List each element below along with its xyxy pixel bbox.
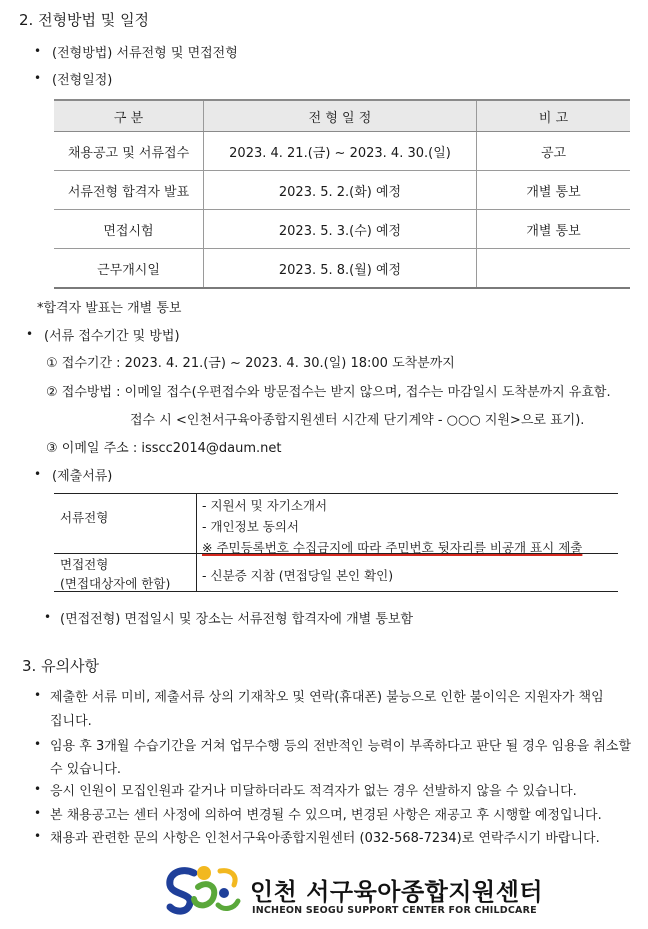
bullet: • — [34, 44, 42, 58]
table-row — [54, 171, 630, 210]
section-2-title: 2. 전형방법 및 일정 — [19, 11, 150, 29]
notice-item-3: 응시 인원이 모집인원과 같거나 미달하더라도 적격자가 없는 경우 선발하지 않을 수 있습니다. — [50, 784, 577, 799]
cell-remark: 개별 통보 — [477, 171, 631, 210]
cell-remark: 개별 통보 — [477, 210, 631, 249]
docs-row1-item: - 지원서 및 자기소개서 — [202, 498, 328, 513]
bullet: • — [34, 806, 42, 820]
cell-schedule: 2023. 5. 8.(월) 예정 — [204, 249, 477, 289]
center-logo-icon — [164, 863, 248, 919]
docs-row1-notice: ※ 주민등록번호 수집금지에 따라 주민번호 뒷자리를 비공개 표시 제출 — [202, 540, 583, 555]
center-name-english: INCHEON SEOGU SUPPORT CENTER FOR CHILDCARE — [252, 905, 537, 916]
notice-item-2: 임용 후 3개월 수습기간을 거쳐 업무수행 등의 전반적인 능력이 부족하다고 판단 될 경우 임용을 취소할 — [50, 739, 632, 754]
bullet: • — [34, 829, 42, 843]
bullet: • — [34, 688, 42, 702]
bullet: • — [26, 327, 34, 341]
cell-schedule: 2023. 4. 21.(금) ~ 2023. 4. 30.(일) — [204, 132, 477, 171]
schedule-label: (전형일정) — [52, 73, 113, 88]
notice-item-4: 본 채용공고는 센터 사정에 의하여 변경될 수 있으며, 변경된 사항은 재공고 후 시행할 예정입니다. — [50, 808, 602, 823]
docs-row2-sublabel: (면접대상자에 한함) — [60, 576, 171, 591]
cell-schedule: 2023. 5. 2.(화) 예정 — [204, 171, 477, 210]
bullet: • — [44, 610, 52, 624]
table-row — [54, 210, 630, 249]
interview-note: (면접전형) 면접일시 및 장소는 서류전형 합격자에 개별 통보함 — [60, 612, 414, 627]
cell-category: 서류전형 합격자 발표 — [54, 171, 204, 210]
header-remark: 비 고 — [477, 100, 631, 132]
docs-row1-item: - 개인정보 동의서 — [202, 519, 299, 534]
bullet: • — [34, 71, 42, 85]
bullet: • — [34, 737, 42, 751]
section-3-title: 3. 유의사항 — [22, 657, 100, 675]
schedule-table — [54, 99, 630, 289]
header-schedule: 전 형 일 정 — [204, 100, 477, 132]
documents-table — [54, 493, 618, 592]
docs-row2-item: - 신분증 지참 (면접당일 본인 확인) — [202, 568, 394, 583]
cell-schedule: 2023. 5. 3.(수) 예정 — [204, 210, 477, 249]
notice-item-1: 제출한 서류 미비, 제출서류 상의 기재착오 및 연락(휴대폰) 불능으로 인한 불이익은 지원자가 책임 — [50, 690, 604, 705]
table-column-divider — [196, 493, 197, 592]
period-line-2: ② 접수방법 : 이메일 접수(우편접수와 방문접수는 받지 않으며, 접수는 마감일시 도착분까지 유효함. — [46, 385, 611, 400]
table-header-row — [54, 100, 630, 132]
cell-category: 면접시험 — [54, 210, 204, 249]
cell-category: 근무개시일 — [54, 249, 204, 289]
announcement-note: *합격자 발표는 개별 통보 — [37, 301, 182, 316]
docs-row2-label: 면접전형 — [60, 557, 109, 572]
notice-item-2-cont: 수 있습니다. — [50, 762, 122, 777]
email-line: ③ 이메일 주소 : isscc2014@daum.net — [46, 441, 282, 456]
cell-remark — [477, 249, 631, 289]
bullet: • — [34, 467, 42, 481]
center-name-korean: 인천 서구육아종합지원센터 — [250, 878, 544, 906]
period-line-1: ① 접수기간 : 2023. 4. 21.(금) ~ 2023. 4. 30.(일) 18:00 도착분까지 — [46, 356, 455, 371]
header-category: 구 분 — [54, 100, 204, 132]
method-text: (전형방법) 서류전형 및 면접전형 — [52, 46, 238, 61]
table-row — [54, 249, 630, 289]
docs-row1-label: 서류전형 — [60, 510, 109, 525]
notice-item-5: 채용과 관련한 문의 사항은 인천서구육아종합지원센터 (032-568-7234)로 연락주시기 바랍니다. — [50, 831, 600, 846]
period-label: (서류 접수기간 및 방법) — [44, 329, 180, 344]
cell-remark: 공고 — [477, 132, 631, 171]
bullet: • — [34, 782, 42, 796]
docs-label: (제출서류) — [52, 469, 113, 484]
period-line-2b: 접수 시 <인천서구육아종합지원센터 시간제 단기계약 - ○○○ 지원>으로 표기). — [130, 413, 585, 428]
notice-item-1-cont: 집니다. — [50, 714, 92, 729]
cell-category: 채용공고 및 서류접수 — [54, 132, 204, 171]
table-row — [54, 132, 630, 171]
table-border-top — [54, 493, 618, 494]
